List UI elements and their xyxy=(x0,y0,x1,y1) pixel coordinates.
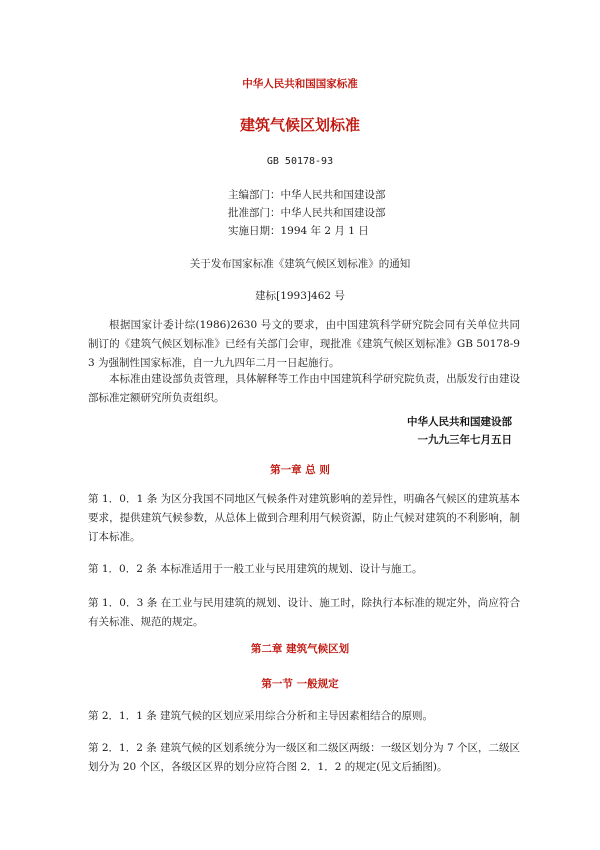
editor-line: 主编部门：中华人民共和国建设部 xyxy=(228,189,386,201)
notice-doc-number: 建标[1993]462 号 xyxy=(255,290,345,302)
notice-paragraph-1: 根据国家计委计综(1986)2630 号文的要求，由中国建筑科学研究院会同有关单位共同制订的《建筑气候区划标准》已经有关部门会审，现批准《建筑气候区划标准》GB 50178-93 为强制性国家标准，自一九九四年二月一日起施行。 xyxy=(88,319,520,369)
article-1-0-1: 第 1．0．1 条 为区分我国不同地区气候条件对建筑影响的差异性，明确各气候区的建筑基本要求，提供建筑气候参数，从总体上做到合理利用气候资源，防止气候对建筑的不利影响，制订本标准。 xyxy=(88,493,520,543)
effective-date-line: 实施日期：1994 年 2 月 1 日 xyxy=(228,225,369,237)
chapter2-heading: 第二章 建筑气候区划 xyxy=(250,643,350,655)
section1-heading: 第一节 一般规定 xyxy=(261,678,339,690)
org-title: 中华人民共和国国家标准 xyxy=(242,78,358,90)
notice-title: 关于发布国家标准《建筑气候区划标准》的通知 xyxy=(189,258,411,270)
approver-line: 批准部门：中华人民共和国建设部 xyxy=(228,207,386,219)
chapter1-heading: 第一章 总 则 xyxy=(270,464,330,476)
signer: 中华人民共和国建设部 xyxy=(407,416,512,428)
doc-title: 建筑气候区划标准 xyxy=(239,116,360,134)
signing-date: 一九九三年七月五日 xyxy=(417,434,512,446)
article-1-0-2: 第 1．0．2 条 本标准适用于一般工业与民用建筑的规划、设计与施工。 xyxy=(88,563,423,575)
article-2-1-1: 第 2．1．1 条 建筑气候的区划应采用综合分析和主导因素相结合的原则。 xyxy=(88,710,434,722)
notice-paragraph-2: 本标准由建设部负责管理，具体解释等工作由中国建筑科学研究院负责，出版发行由建设部标准定额研究所负责组织。 xyxy=(88,373,520,404)
article-1-0-3: 第 1．0．3 条 在工业与民用建筑的规划、设计、施工时，除执行本标准的规定外，尚应符合有关标准、规范的规定。 xyxy=(88,597,520,628)
article-2-1-2: 第 2．1．2 条 建筑气候的区划系统分为一级区和二级区两级：一级区划分为 7 个区，二级区划分为 20 个区，各级区区界的划分应符合图 2．1．2 的规定(见文后插图)。 xyxy=(88,742,520,773)
standard-number: GB 50178-93 xyxy=(266,156,334,167)
